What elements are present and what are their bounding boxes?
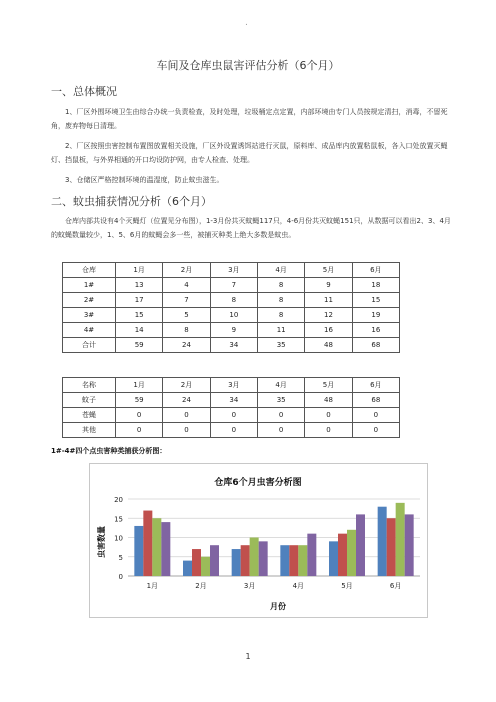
table-header-cell: 5月 — [305, 263, 352, 278]
table-cell: 0 — [116, 408, 163, 423]
bar — [338, 534, 347, 576]
table-header-cell: 2月 — [163, 263, 210, 278]
table-cell: 2# — [63, 293, 116, 308]
table-cell: 3# — [63, 308, 116, 323]
table-cell: 0 — [257, 423, 304, 438]
table-cell: 59 — [116, 393, 163, 408]
table-row — [63, 308, 400, 323]
table-row — [63, 278, 400, 293]
chart-caption: 1#-4#四个点虫害种类捕获分析图： — [51, 447, 167, 455]
table-cell: 16 — [352, 323, 399, 338]
x-tick-label: 1月 — [146, 582, 159, 590]
table-cell: 0 — [116, 423, 163, 438]
bar — [289, 545, 298, 576]
table-header-cell: 1月 — [116, 263, 163, 278]
table-cell: 34 — [210, 393, 257, 408]
page-title: 车间及仓库虫鼠害评估分析（6个月） — [156, 59, 340, 72]
table-total-row — [63, 338, 400, 353]
warehouse-table — [62, 262, 400, 353]
table-cell: 0 — [305, 423, 352, 438]
bar — [232, 549, 241, 576]
table-cell: 0 — [210, 423, 257, 438]
table-cell: 15 — [352, 293, 399, 308]
section2-heading: 二、蚊虫捕获情况分析（6个月） — [51, 195, 212, 208]
table-cell: 11 — [305, 293, 352, 308]
table-cell: 8 — [163, 323, 210, 338]
y-tick-label: 20 — [114, 496, 123, 504]
bar — [259, 541, 268, 576]
table-cell: 24 — [163, 338, 210, 353]
x-axis-label: 月份 — [270, 602, 286, 611]
bar — [405, 514, 414, 576]
table-header-cell: 1月 — [116, 378, 163, 393]
page-number: 1 — [245, 652, 251, 661]
bar — [356, 514, 365, 576]
table-cell: 68 — [352, 393, 399, 408]
bar — [329, 541, 338, 576]
y-tick-label: 10 — [114, 534, 123, 543]
table-header-cell: 3月 — [210, 263, 257, 278]
bar — [183, 561, 192, 576]
bar — [192, 549, 201, 576]
table-cell: 14 — [116, 323, 163, 338]
bar — [280, 545, 289, 576]
bar — [161, 522, 170, 576]
table-cell: 7 — [210, 278, 257, 293]
table-cell: 0 — [352, 408, 399, 423]
table-header-cell: 2月 — [163, 378, 210, 393]
table-cell: 68 — [352, 338, 399, 353]
table-row — [63, 393, 400, 408]
bar — [134, 526, 143, 576]
table-cell: 9 — [210, 323, 257, 338]
table-cell: 0 — [163, 408, 210, 423]
table-cell: 1# — [63, 278, 116, 293]
table-cell: 35 — [257, 393, 304, 408]
table-header-row — [63, 378, 400, 393]
table-cell: 合计 — [63, 338, 116, 353]
bar-chart — [90, 464, 427, 617]
table-cell: 34 — [210, 338, 257, 353]
y-axis-label: 虫害数量 — [97, 526, 106, 558]
table-header-cell: 名称 — [63, 378, 116, 393]
x-tick-label: 6月 — [389, 582, 402, 590]
bar — [143, 511, 152, 576]
bar — [210, 545, 219, 576]
bar — [347, 530, 356, 576]
table-cell: 蚊子 — [63, 393, 116, 408]
x-tick-label: 4月 — [292, 582, 305, 590]
table-cell: 18 — [352, 278, 399, 293]
section1-paragraph-3: 3、仓储区严格控制环境的温湿度，防止蚊虫滋生。 — [65, 176, 224, 184]
bar — [396, 503, 405, 576]
table-cell: 17 — [116, 293, 163, 308]
table-row — [63, 323, 400, 338]
bar — [250, 538, 259, 577]
section1-heading: 一、总体概况 — [51, 85, 117, 98]
chart-container — [89, 463, 428, 618]
chart-title: 仓库6个月虫害分析图 — [214, 478, 302, 488]
table-cell: 24 — [163, 393, 210, 408]
x-tick-label: 5月 — [341, 582, 353, 590]
table-cell: 8 — [257, 278, 304, 293]
table-cell: 48 — [305, 393, 352, 408]
table-cell: 0 — [305, 408, 352, 423]
table-cell: 7 — [163, 293, 210, 308]
table-cell: 11 — [257, 323, 304, 338]
table-row — [63, 408, 400, 423]
table-cell: 59 — [116, 338, 163, 353]
table-cell: 0 — [352, 423, 399, 438]
table-cell: 8 — [257, 308, 304, 323]
table-header-row — [63, 263, 400, 278]
table-cell: 0 — [257, 408, 304, 423]
section1-paragraph-2: 2、厂区按照虫害控制布置图放置相关设施，厂区外设置诱饵站进行灭鼠，原料库、成品库内放置粘鼠板，各入口处放置灭蝇灯、挡鼠板，与外界相通的开口均设防护网，由专人检查、处理。 — [51, 142, 448, 164]
y-tick-label: 15 — [114, 515, 123, 524]
table-cell: 0 — [210, 408, 257, 423]
table-header-cell: 6月 — [352, 263, 399, 278]
bar — [307, 534, 316, 576]
table-header-cell: 4月 — [257, 378, 304, 393]
table-cell: 19 — [352, 308, 399, 323]
table-header-cell: 5月 — [305, 378, 352, 393]
table-cell: 9 — [305, 278, 352, 293]
y-tick-label: 0 — [118, 573, 123, 581]
table-cell: 35 — [257, 338, 304, 353]
table-cell: 8 — [210, 293, 257, 308]
table-cell: 其他 — [63, 423, 116, 438]
bar — [298, 545, 307, 576]
table-cell: 4# — [63, 323, 116, 338]
table-header-cell: 4月 — [257, 263, 304, 278]
bar — [152, 518, 161, 576]
section1-paragraph-1: 1、厂区外围环境卫生由综合办统一负责检查，及时处理，垃圾桶定点定置，内部环境由专门人员按规定清扫，消毒，不留死角，废弃物每日清理。 — [51, 108, 448, 130]
table-cell: 13 — [116, 278, 163, 293]
table-cell: 5 — [163, 308, 210, 323]
table-cell: 4 — [163, 278, 210, 293]
y-tick-label: 5 — [118, 553, 123, 562]
bar — [241, 545, 250, 576]
table-header-cell: 仓库 — [63, 263, 116, 278]
bar — [378, 507, 387, 576]
section2-paragraph-1: 仓库内部共设有4个灭蝇灯（位置见分布图），1-3月份共灭蚊蝇117只，4-6月份共灭蚊蝇151只，从数据可以看出2、3、4月的蚊蝇数量较少，1、5、6月的蚊蝇会多一些，被捕灭种类上绝大多数是蚊虫。 — [51, 217, 451, 239]
table-row — [63, 423, 400, 438]
table-cell: 15 — [116, 308, 163, 323]
table-header-cell: 6月 — [352, 378, 399, 393]
bar — [201, 557, 210, 576]
table-cell: 16 — [305, 323, 352, 338]
x-tick-label: 3月 — [243, 582, 256, 590]
table-header-cell: 3月 — [210, 378, 257, 393]
x-tick-label: 2月 — [195, 582, 207, 590]
table-cell: 8 — [257, 293, 304, 308]
table-cell: 10 — [210, 308, 257, 323]
pest-type-table — [62, 377, 400, 438]
header-mark: . — [245, 18, 248, 28]
table-row — [63, 293, 400, 308]
table-cell: 0 — [163, 423, 210, 438]
table-cell: 苍蝇 — [63, 408, 116, 423]
table-cell: 48 — [305, 338, 352, 353]
table-cell: 12 — [305, 308, 352, 323]
bar — [387, 518, 396, 576]
